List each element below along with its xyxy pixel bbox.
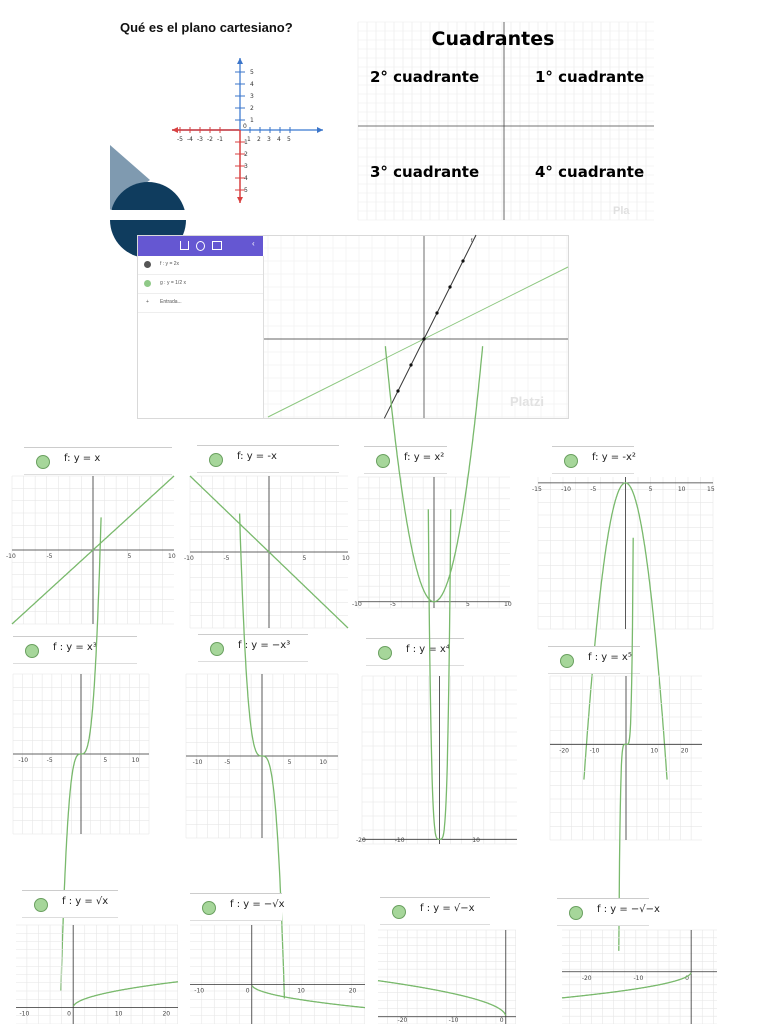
function-label-6[interactable] — [198, 634, 308, 662]
tick-label: -20 — [356, 837, 366, 844]
algebra-input[interactable]: + Entrada... — [138, 294, 263, 313]
function-graph-2[interactable] — [184, 476, 350, 628]
visibility-toggle-icon[interactable] — [376, 454, 390, 468]
tick-label: 5 — [466, 601, 470, 608]
function-expression: f : y = −√x — [230, 899, 285, 910]
point[interactable] — [422, 337, 425, 340]
x-tick-label: -5 — [177, 136, 183, 143]
tick-label: -5 — [46, 553, 53, 560]
platzi-watermark: Platzi — [510, 394, 544, 409]
quadrant-4-label: 4° cuadrante — [535, 163, 645, 181]
x-tick-label: 4 — [277, 136, 281, 143]
plus-icon: + — [146, 299, 149, 305]
geogebra-window — [137, 235, 569, 419]
quadrant-slide — [358, 22, 654, 220]
function-expression: f : y = −x³ — [238, 640, 291, 651]
tick-label: 5 — [287, 759, 292, 766]
tick-label: 0 — [499, 1017, 504, 1024]
tick-label: -10 — [18, 757, 29, 764]
function-label-1[interactable] — [24, 447, 172, 475]
function-curve — [74, 982, 179, 1006]
visibility-dot-icon[interactable] — [144, 261, 151, 268]
collapse-icon[interactable]: ‹ — [252, 239, 255, 248]
y-tick-label: 1 — [250, 117, 254, 124]
function-graph-12[interactable] — [562, 930, 717, 1024]
visibility-toggle-icon[interactable] — [209, 453, 223, 467]
tick-label: 10 — [319, 759, 327, 766]
tick-label: -10 — [194, 987, 205, 995]
function-expression: f : y = √−x — [420, 903, 475, 914]
x-tick-label: 2 — [257, 136, 261, 143]
function-graph-10[interactable] — [190, 925, 365, 1024]
tick-label: 15 — [707, 485, 715, 493]
y-tick-label: 5 — [244, 187, 248, 194]
visibility-toggle-icon[interactable] — [25, 644, 39, 658]
tick-label: -10 — [19, 1010, 30, 1018]
visibility-toggle-icon[interactable] — [36, 455, 50, 469]
x-tick-label: 1 — [247, 136, 251, 143]
tick-label: -10 — [394, 837, 405, 844]
function-graph-8[interactable] — [550, 676, 702, 840]
algebra-entry-f[interactable]: f : y = 2x — [138, 256, 263, 275]
point[interactable] — [396, 389, 399, 392]
y-tick-label: 5 — [250, 69, 254, 76]
function-graph-3[interactable] — [352, 477, 512, 608]
function-expression: f: y = -x — [237, 451, 277, 462]
point[interactable] — [461, 259, 464, 262]
tick-label: 10 — [504, 601, 512, 608]
function-label-4[interactable] — [552, 446, 634, 474]
visibility-toggle-icon[interactable] — [34, 898, 48, 912]
tick-label: 10 — [677, 485, 686, 493]
tick-label: 5 — [648, 485, 653, 493]
point[interactable] — [448, 285, 451, 288]
visibility-toggle-icon[interactable] — [560, 654, 574, 668]
y-tick-label: 2 — [250, 105, 254, 112]
function-graph-5[interactable] — [13, 674, 149, 834]
tick-label: 20 — [348, 987, 357, 995]
tick-label: -10 — [6, 553, 16, 560]
tick-label: -10 — [561, 485, 571, 493]
function-label-9[interactable] — [22, 890, 118, 918]
function-label-10[interactable] — [190, 893, 285, 921]
function-label-3[interactable] — [364, 446, 447, 474]
tick-label: -5 — [223, 555, 230, 562]
tick-label: -10 — [352, 601, 362, 608]
tick-label: -5 — [224, 759, 231, 766]
y-tick-label: 4 — [244, 175, 248, 182]
tick-label: 0 — [245, 987, 250, 995]
function-expression: f : y = x³ — [53, 642, 97, 653]
intro-slide — [110, 10, 360, 220]
function-graph-7[interactable] — [356, 676, 517, 844]
function-graph-4[interactable] — [532, 477, 715, 629]
quadrant-2-label: 2° cuadrante — [370, 68, 480, 86]
function-label-11[interactable] — [380, 897, 490, 925]
calculator-icon[interactable] — [180, 241, 189, 250]
function-label: f — [470, 238, 473, 244]
watermark: Pla — [613, 205, 630, 217]
function-label-8[interactable] — [548, 646, 640, 674]
tick-label: -10 — [633, 974, 644, 982]
point[interactable] — [409, 363, 412, 366]
visibility-toggle-icon[interactable] — [564, 454, 578, 468]
x-tick-label: -3 — [197, 136, 203, 143]
x-tick-label: 3 — [267, 136, 271, 143]
function-expression: f : y = x⁴ — [406, 644, 450, 655]
tick-label: 10 — [297, 987, 305, 995]
x-tick-label: -1 — [217, 136, 223, 143]
function-label-5[interactable] — [13, 636, 137, 664]
tick-label: 20 — [680, 747, 689, 755]
tick-label: -10 — [589, 747, 600, 755]
tick-label: -5 — [390, 601, 396, 608]
tick-label: -5 — [590, 485, 597, 493]
quadrant-1-label: 1° cuadrante — [535, 68, 645, 86]
tick-label: 20 — [162, 1010, 171, 1018]
geogebra-graphics[interactable] — [264, 236, 568, 418]
table-icon[interactable] — [212, 241, 222, 250]
x-tick-label: 5 — [287, 136, 291, 143]
y-tick-label: 2 — [244, 151, 248, 158]
function-label-12[interactable] — [557, 898, 660, 926]
x-tick-label: -4 — [187, 136, 193, 143]
algebra-entry-g[interactable]: g : y = 1/2 x — [138, 275, 263, 294]
shapes-icon[interactable] — [196, 241, 205, 251]
y-tick-label: 1 — [244, 139, 248, 146]
y-tick-label: 3 — [244, 163, 248, 170]
function-expression: f: y = x — [64, 453, 101, 464]
function-graph-1[interactable] — [6, 476, 176, 624]
tick-label: 5 — [127, 553, 132, 560]
function-graph-11[interactable] — [378, 930, 516, 1024]
function-graph-9[interactable] — [16, 925, 178, 1024]
function-expression: f : y = x⁵ — [588, 652, 632, 663]
y-tick-label: 3 — [250, 93, 254, 100]
algebra-panel — [138, 256, 264, 418]
tick-label: 10 — [114, 1010, 123, 1018]
quadrant-3-label: 3° cuadrante — [370, 163, 480, 181]
intro-axes — [110, 10, 360, 220]
tick-label: 10 — [650, 747, 659, 755]
tick-label: 5 — [103, 757, 108, 764]
tick-label: -15 — [532, 485, 542, 493]
tick-label: -10 — [448, 1017, 459, 1024]
visibility-toggle-icon[interactable] — [210, 642, 224, 656]
tick-label: 0 — [67, 1010, 72, 1018]
function-expression: f: y = -x² — [592, 452, 636, 463]
tick-label: 10 — [472, 837, 480, 844]
geogebra-toolbar — [138, 236, 263, 256]
quadrant-title: Cuadrantes — [431, 28, 555, 50]
function-expression: f : y = −√−x — [597, 904, 660, 915]
tick-label: -5 — [46, 757, 53, 764]
tick-label: 10 — [131, 757, 140, 764]
tick-label: -20 — [397, 1017, 408, 1024]
tick-label: -20 — [559, 747, 570, 755]
tick-label: 5 — [302, 555, 307, 562]
tick-label: -20 — [581, 974, 592, 982]
origin-label: 0 — [243, 123, 247, 130]
tick-label: -10 — [192, 759, 203, 766]
x-tick-label: -2 — [207, 136, 213, 143]
tick-label: 10 — [342, 555, 350, 562]
visibility-toggle-icon[interactable] — [569, 906, 583, 920]
tick-label: -10 — [184, 555, 194, 562]
visibility-toggle-icon[interactable] — [378, 646, 392, 660]
function-expression: f : y = √x — [62, 896, 109, 907]
y-tick-label: 4 — [250, 81, 254, 88]
visibility-toggle-icon[interactable] — [392, 905, 406, 919]
function-expression: f: y = x² — [404, 452, 445, 463]
intro-title: Qué es el plano cartesiano? — [120, 20, 293, 35]
point[interactable] — [435, 311, 438, 314]
function-graph-6[interactable] — [186, 674, 338, 838]
visibility-dot-icon[interactable] — [144, 280, 151, 287]
quadrant-grid — [358, 22, 654, 220]
tick-label: 0 — [685, 974, 689, 982]
tick-label: 10 — [168, 553, 176, 560]
function-label-2[interactable] — [197, 445, 339, 473]
visibility-toggle-icon[interactable] — [202, 901, 216, 915]
